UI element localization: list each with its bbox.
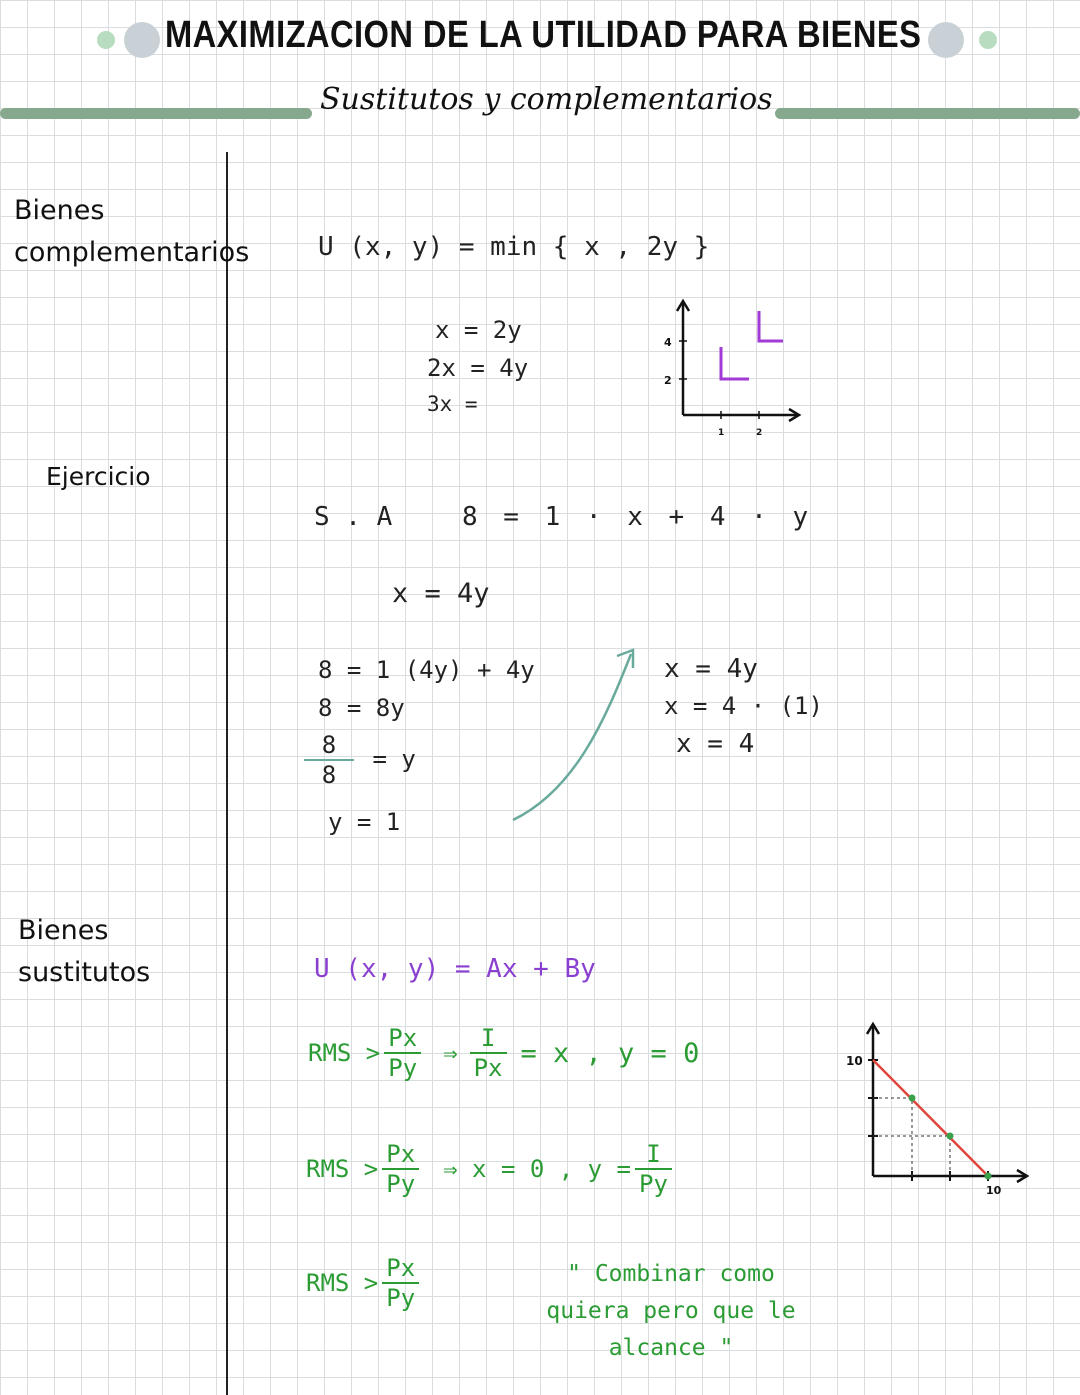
fraction-numerator: 8 [321,731,337,759]
y-result: y = 1 [328,808,401,836]
solve-step-fraction [300,731,416,789]
guide-line [873,1098,912,1176]
fraction-numerator: Px [388,1024,418,1052]
fraction-denominator: 8 [321,761,337,789]
fraction-denominator: Py [639,1170,668,1198]
sa-label: S . A [314,502,393,532]
fraction-denominator: Py [388,1054,418,1082]
fraction-numerator: I [480,1024,496,1052]
point-3 [985,1173,992,1180]
substitution-arrow [505,640,645,830]
combine-note [536,1256,806,1367]
indifference-curve-low [721,347,749,379]
label-line: Bienes [18,915,109,946]
implies-arrow: ⇒ [443,1039,458,1067]
case-lhs: RMS > [306,1269,379,1297]
fraction-numerator: Px [386,1140,416,1168]
case-lhs: RMS > [306,1155,379,1183]
label-line: sustitutos [18,957,151,988]
note-line: " Combinar como [567,1261,775,1287]
header-dot-small-right [979,31,997,49]
comp-step: 2x = 4y [427,354,529,382]
margin-line [226,152,228,1395]
tick-label-y: 4 [664,336,672,349]
fraction-denominator: Px [473,1054,503,1082]
fraction-numerator: I [646,1140,661,1168]
tick-label-x: 10 [986,1184,1002,1197]
budget-constraint: 8 = 1 · x + 4 · y [462,502,809,532]
leontief-graph [655,295,805,435]
x-solve-step: x = 4 [676,729,755,759]
fraction-numerator: Px [386,1254,416,1282]
solve-step: 8 = 1 (4y) + 4y [318,656,535,684]
tick-label-x: 2 [756,428,763,435]
x-equals-4y: x = 4y [392,578,490,609]
note-line: quiera pero que le [546,1298,796,1324]
comp-step: 3x = [427,392,478,416]
header-band-left [0,108,312,119]
utility-linear-formula: U (x, y) = Ax + By [314,954,596,984]
page-title: MAXIMIZACION DE LA UTILIDAD PARA BIENES [165,14,922,56]
budget-indifference-line [873,1060,988,1176]
case-2 [306,1140,676,1198]
point-2 [947,1133,954,1140]
header-band-right [775,108,1080,119]
fraction-rest: = y [372,745,416,773]
fraction-denominator: Py [386,1284,416,1312]
x-solve-step: x = 4 · (1) [664,692,823,720]
label-line: Bienes [14,195,105,226]
header-dot-small-left [97,31,115,49]
tick-label-y: 2 [664,374,672,387]
utility-min-formula: U (x, y) = min { x , 2y } [318,232,710,262]
case-1 [308,1024,699,1082]
section-label-complementarios [14,190,249,274]
x-solve-step: x = 4y [664,654,758,684]
header-dot-large-left [124,22,160,58]
exercise-label: Ejercicio [46,462,151,491]
tick-label-y: 10 [846,1054,863,1068]
note-line: alcance " [608,1335,734,1361]
label-line: complementarios [14,237,250,268]
page-subtitle: Sustitutos y complementarios [320,82,773,117]
solve-step: 8 = 8y [318,694,405,722]
case-tail: = x , y = 0 [520,1037,700,1069]
case-lhs: RMS > [308,1039,381,1067]
substitutes-graph [840,1018,1035,1203]
point-1 [909,1095,916,1102]
tick-label-x: 1 [718,428,725,435]
header-dot-large-right [928,22,964,58]
case-mid: ⇒ x = 0 , y = [443,1155,631,1183]
comp-step: x = 2y [435,316,522,344]
indifference-curve-high [759,311,783,341]
fraction-denominator: Py [386,1170,416,1198]
section-label-sustitutos [18,910,150,994]
case-3 [306,1254,423,1312]
